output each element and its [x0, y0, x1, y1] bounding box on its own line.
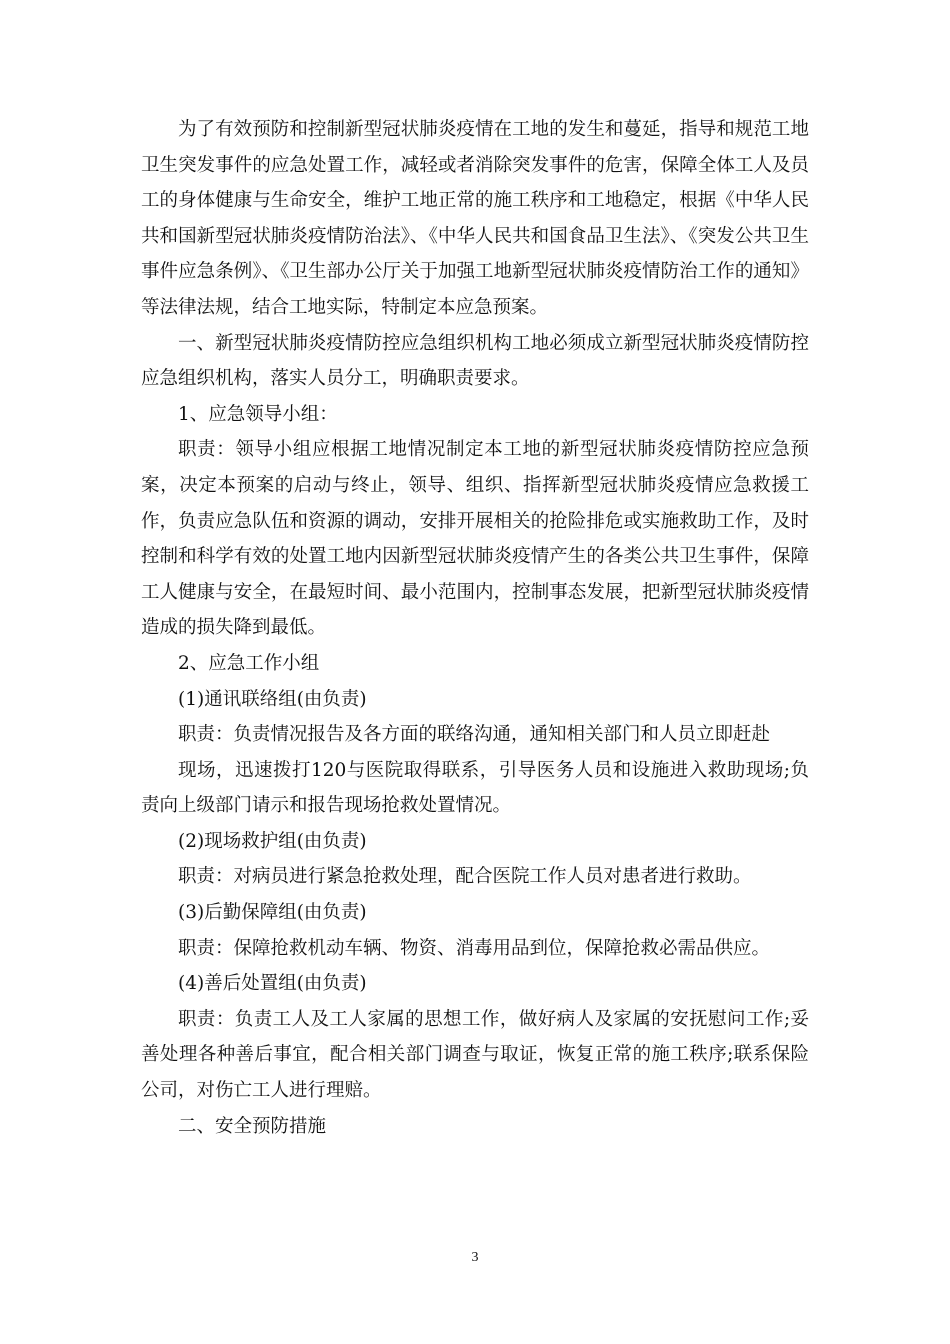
aftermath-group-duties: 职责：负责工人及工人家属的思想工作，做好病人及家属的安抚慰问工作;妥善处理各种善后事宜，配合相关部门调查与取证，恢复正常的施工秩序;联系保险公司，对伤亡工人进行理赔。 — [141, 1008, 809, 1102]
communication-group-duties: 职责：负责情况报告及各方面的联络沟通，通知相关部门和人员立即赶赴 — [178, 724, 771, 746]
logistics-group-duties: 职责：保障抢救机动车辆、物资、消毒用品到位，保障抢救必需品供应。 — [178, 937, 771, 959]
rescue-group-duties: 职责：对病员进行紧急抢救处理，配合医院工作人员对患者进行救助。 — [178, 866, 752, 888]
section-2-heading: 二、安全预防措施 — [178, 1115, 327, 1137]
section-1-heading: 一、新型冠状肺炎疫情防控应急组织机构工地必须成立新型冠状肺炎疫情防控应急组织机构，落实人员分工，明确职责要求。 — [141, 332, 809, 390]
work-group-heading: 2、应急工作小组 — [178, 652, 320, 674]
logistics-group-heading: (3)后勤保障组(由负责) — [178, 902, 367, 924]
page-number: 3 — [471, 1250, 479, 1265]
communication-group-heading: (1)通讯联络组(由负责) — [178, 688, 367, 710]
aftermath-group-heading: (4)善后处置组(由负责) — [178, 973, 367, 995]
leadership-group-heading: 1、应急领导小组： — [178, 403, 338, 425]
intro-paragraph: 为了有效预防和控制新型冠状肺炎疫情在工地的发生和蔓延，指导和规范工地卫生突发事件的应急处置工作，减轻或者消除突发事件的危害，保障全体工人及员工的身体健康与生命安全，维护工地正常的施工秩序和工地稳定，根据《中华人民共和国新型冠状肺炎疫情防治法》、《中华人民共和国食品卫生法》、《突发公共卫生事件应急条例》、《卫生部办公厅关于加强工地新型冠状肺炎疫情防治工作的通知》等法律法规，结合工地实际，特制定本应急预案。 — [141, 119, 809, 318]
communication-group-duties-cont: 现场，迅速拨打120与医院取得联系，引导医务人员和设施进入救助现场;负责向上级部门请示和报告现场抢救处置情况。 — [141, 759, 809, 817]
document-body — [141, 112, 809, 1144]
leadership-group-duties: 职责：领导小组应根据工地情况制定本工地的新型冠状肺炎疫情防控应急预案，决定本预案的启动与终止，领导、组织、指挥新型冠状肺炎疫情应急救援工作，负责应急队伍和资源的调动，安排开展相关的抢险排危或实施救助工作，及时控制和科学有效的处置工地内因新型冠状肺炎疫情产生的各类公共卫生事件，保障工人健康与安全，在最短时间、最小范围内，控制事态发展，把新型冠状肺炎疫情造成的损失降到最低。 — [141, 439, 809, 639]
rescue-group-heading: (2)现场救护组(由负责) — [178, 830, 367, 852]
